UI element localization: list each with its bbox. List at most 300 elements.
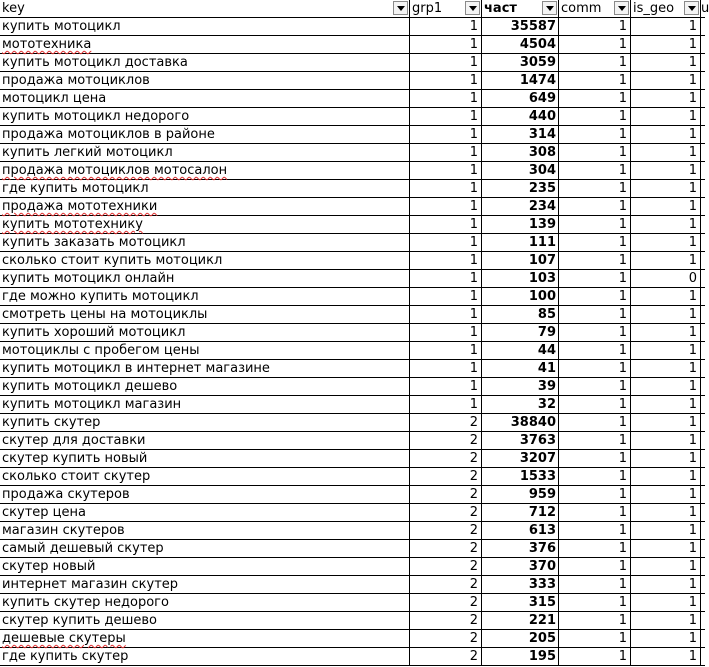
cell-grp1[interactable] xyxy=(410,360,482,377)
cell-u[interactable] xyxy=(701,252,705,269)
cell-grp1-value: 1 xyxy=(469,127,478,142)
cell-key[interactable] xyxy=(0,162,410,179)
cell-is-geo[interactable] xyxy=(631,378,701,395)
cell-grp1[interactable] xyxy=(410,180,482,197)
cell-key[interactable] xyxy=(0,144,410,161)
cell-u[interactable] xyxy=(701,36,705,53)
cell-comm[interactable] xyxy=(559,432,631,449)
cell-chast[interactable] xyxy=(482,396,559,413)
cell-key-value: купить мотоцикл дешево xyxy=(2,379,178,394)
cell-u[interactable] xyxy=(701,216,705,233)
cell-grp1[interactable] xyxy=(410,414,482,431)
cell-comm[interactable] xyxy=(559,576,631,593)
cell-u[interactable] xyxy=(701,594,705,611)
cell-u[interactable] xyxy=(701,54,705,71)
cell-is-geo-value: 1 xyxy=(688,631,697,646)
cell-u[interactable] xyxy=(701,558,705,575)
cell-key-value: смотреть цены на мотоциклы xyxy=(2,307,208,322)
cell-grp1-value: 2 xyxy=(469,415,478,430)
cell-key[interactable] xyxy=(0,594,410,611)
cell-grp1-value: 1 xyxy=(469,55,478,70)
cell-key-value: где купить скутер xyxy=(2,649,129,664)
cell-key[interactable] xyxy=(0,108,410,125)
cell-grp1[interactable] xyxy=(410,126,482,143)
cell-comm-value: 1 xyxy=(618,559,627,574)
cell-u[interactable] xyxy=(701,108,705,125)
cell-comm[interactable] xyxy=(559,36,631,53)
cell-grp1[interactable] xyxy=(410,108,482,125)
cell-is-geo[interactable] xyxy=(631,234,701,251)
cell-key[interactable] xyxy=(0,126,410,143)
cell-chast[interactable] xyxy=(482,108,559,125)
cell-chast-value: 314 xyxy=(528,127,556,142)
cell-comm[interactable] xyxy=(559,54,631,71)
cell-is-geo[interactable] xyxy=(631,324,701,341)
cell-key[interactable] xyxy=(0,360,410,377)
cell-is-geo-value: 1 xyxy=(688,487,697,502)
cell-comm[interactable] xyxy=(559,630,631,647)
cell-grp1[interactable] xyxy=(410,486,482,503)
filter-dropdown-icon[interactable] xyxy=(684,1,699,15)
cell-chast[interactable] xyxy=(482,198,559,215)
cell-is-geo[interactable] xyxy=(631,414,701,431)
cell-comm[interactable] xyxy=(559,18,631,35)
cell-grp1[interactable] xyxy=(410,540,482,557)
cell-comm[interactable] xyxy=(559,270,631,287)
cell-grp1[interactable] xyxy=(410,612,482,629)
cell-comm[interactable] xyxy=(559,108,631,125)
cell-chast-value: 370 xyxy=(528,559,556,574)
cell-is-geo[interactable] xyxy=(631,432,701,449)
cell-is-geo[interactable] xyxy=(631,216,701,233)
cell-is-geo[interactable] xyxy=(631,306,701,323)
cell-key-value: сколько стоит скутер xyxy=(2,469,151,484)
cell-grp1-value: 1 xyxy=(469,325,478,340)
table-row xyxy=(0,630,705,648)
cell-u[interactable] xyxy=(701,450,705,467)
filter-dropdown-icon[interactable] xyxy=(465,1,480,15)
cell-is-geo[interactable] xyxy=(631,396,701,413)
cell-key[interactable] xyxy=(0,90,410,107)
cell-key[interactable] xyxy=(0,180,410,197)
cell-is-geo[interactable] xyxy=(631,90,701,107)
cell-key-value: мотоциклы с пробегом цены xyxy=(2,343,200,358)
cell-chast-value: 234 xyxy=(528,199,556,214)
cell-grp1-value: 1 xyxy=(469,361,478,376)
cell-comm[interactable] xyxy=(559,504,631,521)
cell-grp1[interactable] xyxy=(410,432,482,449)
cell-is-geo[interactable] xyxy=(631,504,701,521)
cell-grp1[interactable] xyxy=(410,18,482,35)
cell-comm[interactable] xyxy=(559,198,631,215)
cell-comm[interactable] xyxy=(559,324,631,341)
cell-is-geo[interactable] xyxy=(631,576,701,593)
cell-chast[interactable] xyxy=(482,594,559,611)
cell-is-geo[interactable] xyxy=(631,630,701,647)
cell-chast[interactable] xyxy=(482,612,559,629)
cell-u[interactable] xyxy=(701,648,705,665)
cell-comm[interactable] xyxy=(559,144,631,161)
cell-u[interactable] xyxy=(701,144,705,161)
cell-key[interactable] xyxy=(0,54,410,71)
cell-comm-value: 1 xyxy=(618,145,627,160)
cell-is-geo[interactable] xyxy=(631,468,701,485)
cell-comm[interactable] xyxy=(559,558,631,575)
cell-chast[interactable] xyxy=(482,252,559,269)
cell-is-geo[interactable] xyxy=(631,108,701,125)
cell-chast[interactable] xyxy=(482,288,559,305)
cell-key-value: где можно купить мотоцикл xyxy=(2,289,199,304)
cell-comm[interactable] xyxy=(559,378,631,395)
cell-chast-value: 1474 xyxy=(519,73,556,88)
cell-comm[interactable] xyxy=(559,594,631,611)
table-row xyxy=(0,504,705,522)
cell-comm[interactable] xyxy=(559,306,631,323)
cell-chast[interactable] xyxy=(482,216,559,233)
cell-is-geo[interactable] xyxy=(631,288,701,305)
cell-u[interactable] xyxy=(701,324,705,341)
cell-is-geo[interactable] xyxy=(631,648,701,665)
cell-comm-value: 1 xyxy=(618,289,627,304)
cell-grp1[interactable] xyxy=(410,324,482,341)
filter-dropdown-icon[interactable] xyxy=(393,1,408,15)
cell-chast[interactable] xyxy=(482,648,559,665)
cell-chast[interactable] xyxy=(482,18,559,35)
cell-u[interactable] xyxy=(701,162,705,179)
cell-comm-value: 1 xyxy=(618,307,627,322)
cell-u[interactable] xyxy=(701,234,705,251)
table-row xyxy=(0,576,705,594)
cell-grp1[interactable] xyxy=(410,54,482,71)
cell-chast[interactable] xyxy=(482,504,559,521)
cell-is-geo[interactable] xyxy=(631,360,701,377)
table-row xyxy=(0,234,705,252)
cell-chast[interactable] xyxy=(482,576,559,593)
cell-comm[interactable] xyxy=(559,468,631,485)
cell-key[interactable] xyxy=(0,648,410,665)
cell-grp1[interactable] xyxy=(410,90,482,107)
filter-dropdown-icon[interactable] xyxy=(542,1,557,15)
cell-comm-value: 1 xyxy=(618,37,627,52)
cell-is-geo[interactable] xyxy=(631,558,701,575)
cell-key-value: интернет магазин скутер xyxy=(2,577,179,592)
cell-chast[interactable] xyxy=(482,522,559,539)
cell-grp1-value: 2 xyxy=(469,613,478,628)
cell-grp1[interactable] xyxy=(410,270,482,287)
cell-is-geo[interactable] xyxy=(631,162,701,179)
cell-comm[interactable] xyxy=(559,234,631,251)
cell-grp1-value: 2 xyxy=(469,631,478,646)
cell-key[interactable] xyxy=(0,504,410,521)
cell-grp1-value: 1 xyxy=(469,289,478,304)
cell-u[interactable] xyxy=(701,126,705,143)
cell-is-geo-value: 1 xyxy=(688,253,697,268)
cell-grp1[interactable] xyxy=(410,558,482,575)
cell-grp1[interactable] xyxy=(410,306,482,323)
cell-is-geo[interactable] xyxy=(631,252,701,269)
cell-grp1[interactable] xyxy=(410,198,482,215)
cell-grp1-value: 2 xyxy=(469,577,478,592)
cell-chast[interactable] xyxy=(482,558,559,575)
cell-comm[interactable] xyxy=(559,414,631,431)
cell-u[interactable] xyxy=(701,378,705,395)
cell-chast[interactable] xyxy=(482,414,559,431)
cell-comm-value: 1 xyxy=(618,577,627,592)
column-header-u[interactable] xyxy=(701,0,709,17)
filter-dropdown-icon[interactable] xyxy=(614,1,629,15)
cell-chast[interactable] xyxy=(482,126,559,143)
cell-grp1[interactable] xyxy=(410,216,482,233)
cell-key[interactable] xyxy=(0,486,410,503)
cell-u[interactable] xyxy=(701,180,705,197)
column-header-key[interactable] xyxy=(0,0,410,17)
cell-comm[interactable] xyxy=(559,360,631,377)
cell-key[interactable] xyxy=(0,216,410,233)
cell-grp1[interactable] xyxy=(410,36,482,53)
cell-is-geo[interactable] xyxy=(631,54,701,71)
cell-key[interactable] xyxy=(0,306,410,323)
cell-comm[interactable] xyxy=(559,90,631,107)
cell-key[interactable] xyxy=(0,414,410,431)
cell-u[interactable] xyxy=(701,18,705,35)
cell-comm[interactable] xyxy=(559,252,631,269)
cell-u[interactable] xyxy=(701,342,705,359)
table-row xyxy=(0,540,705,558)
cell-key[interactable] xyxy=(0,72,410,89)
column-header-chast-label: част xyxy=(484,1,517,16)
cell-u[interactable] xyxy=(701,612,705,629)
cell-grp1[interactable] xyxy=(410,594,482,611)
cell-grp1[interactable] xyxy=(410,396,482,413)
cell-comm-value: 1 xyxy=(618,541,627,556)
cell-comm[interactable] xyxy=(559,612,631,629)
cell-comm[interactable] xyxy=(559,342,631,359)
cell-chast[interactable] xyxy=(482,468,559,485)
cell-u[interactable] xyxy=(701,90,705,107)
column-header-comm[interactable] xyxy=(559,0,631,17)
cell-is-geo-value: 1 xyxy=(688,469,697,484)
cell-chast[interactable] xyxy=(482,450,559,467)
cell-u[interactable] xyxy=(701,198,705,215)
cell-comm[interactable] xyxy=(559,162,631,179)
cell-chast-value: 107 xyxy=(528,253,556,268)
cell-u[interactable] xyxy=(701,270,705,287)
cell-u[interactable] xyxy=(701,540,705,557)
cell-u[interactable] xyxy=(701,486,705,503)
cell-grp1-value: 1 xyxy=(469,235,478,250)
cell-chast[interactable] xyxy=(482,306,559,323)
cell-key[interactable] xyxy=(0,468,410,485)
cell-comm[interactable] xyxy=(559,72,631,89)
cell-u[interactable] xyxy=(701,414,705,431)
cell-grp1-value: 1 xyxy=(469,181,478,196)
cell-grp1[interactable] xyxy=(410,72,482,89)
cell-is-geo-value: 1 xyxy=(688,307,697,322)
cell-chast[interactable] xyxy=(482,360,559,377)
cell-chast-value: 649 xyxy=(528,91,556,106)
cell-comm-value: 1 xyxy=(618,325,627,340)
column-header-is-geo[interactable] xyxy=(631,0,701,17)
cell-grp1[interactable] xyxy=(410,144,482,161)
cell-is-geo-value: 1 xyxy=(688,541,697,556)
cell-is-geo[interactable] xyxy=(631,270,701,287)
cell-chast[interactable] xyxy=(482,234,559,251)
cell-is-geo-value: 1 xyxy=(688,433,697,448)
table-row xyxy=(0,288,705,306)
cell-comm[interactable] xyxy=(559,450,631,467)
cell-is-geo-value: 1 xyxy=(688,163,697,178)
table-row xyxy=(0,414,705,432)
cell-grp1[interactable] xyxy=(410,342,482,359)
cell-chast[interactable] xyxy=(482,180,559,197)
cell-is-geo[interactable] xyxy=(631,180,701,197)
cell-is-geo[interactable] xyxy=(631,342,701,359)
cell-chast[interactable] xyxy=(482,36,559,53)
cell-comm-value: 1 xyxy=(618,595,627,610)
cell-grp1[interactable] xyxy=(410,648,482,665)
cell-is-geo-value: 1 xyxy=(688,91,697,106)
cell-chast[interactable] xyxy=(482,342,559,359)
cell-is-geo[interactable] xyxy=(631,612,701,629)
cell-grp1[interactable] xyxy=(410,288,482,305)
cell-chast[interactable] xyxy=(482,630,559,647)
cell-is-geo-value: 1 xyxy=(688,325,697,340)
cell-chast[interactable] xyxy=(482,540,559,557)
cell-chast-value: 3207 xyxy=(519,451,556,466)
cell-grp1[interactable] xyxy=(410,162,482,179)
cell-chast-value: 440 xyxy=(528,109,556,124)
cell-grp1[interactable] xyxy=(410,504,482,521)
cell-is-geo[interactable] xyxy=(631,18,701,35)
cell-key[interactable] xyxy=(0,36,410,53)
cell-comm-value: 1 xyxy=(618,19,627,34)
cell-key[interactable] xyxy=(0,198,410,215)
cell-is-geo-value: 1 xyxy=(688,19,697,34)
cell-is-geo-value: 1 xyxy=(688,559,697,574)
cell-u[interactable] xyxy=(701,396,705,413)
cell-u[interactable] xyxy=(701,288,705,305)
cell-comm[interactable] xyxy=(559,396,631,413)
cell-chast[interactable] xyxy=(482,324,559,341)
cell-key[interactable] xyxy=(0,612,410,629)
cell-u[interactable] xyxy=(701,576,705,593)
cell-is-geo[interactable] xyxy=(631,450,701,467)
cell-grp1[interactable] xyxy=(410,450,482,467)
cell-grp1[interactable] xyxy=(410,252,482,269)
cell-key[interactable] xyxy=(0,252,410,269)
cell-chast-value: 1533 xyxy=(519,469,556,484)
cell-comm[interactable] xyxy=(559,486,631,503)
cell-grp1[interactable] xyxy=(410,378,482,395)
cell-key[interactable] xyxy=(0,558,410,575)
cell-key-value: скутер купить дешево xyxy=(2,613,158,628)
cell-comm[interactable] xyxy=(559,540,631,557)
table-row xyxy=(0,126,705,144)
cell-is-geo[interactable] xyxy=(631,126,701,143)
cell-key[interactable] xyxy=(0,432,410,449)
cell-grp1[interactable] xyxy=(410,576,482,593)
cell-chast[interactable] xyxy=(482,432,559,449)
cell-comm[interactable] xyxy=(559,180,631,197)
cell-key-value: мототехника xyxy=(2,37,92,52)
table-row xyxy=(0,324,705,342)
cell-comm[interactable] xyxy=(559,648,631,665)
table-row xyxy=(0,432,705,450)
cell-is-geo[interactable] xyxy=(631,594,701,611)
cell-comm[interactable] xyxy=(559,216,631,233)
cell-chast[interactable] xyxy=(482,54,559,71)
cell-key[interactable] xyxy=(0,324,410,341)
cell-u[interactable] xyxy=(701,360,705,377)
cell-key[interactable] xyxy=(0,234,410,251)
cell-key[interactable] xyxy=(0,18,410,35)
cell-key[interactable] xyxy=(0,342,410,359)
cell-key[interactable] xyxy=(0,576,410,593)
cell-grp1-value: 2 xyxy=(469,595,478,610)
cell-u[interactable] xyxy=(701,504,705,521)
column-header-chast[interactable] xyxy=(482,0,559,17)
cell-is-geo-value: 1 xyxy=(688,415,697,430)
cell-comm[interactable] xyxy=(559,126,631,143)
cell-is-geo[interactable] xyxy=(631,486,701,503)
table-row xyxy=(0,306,705,324)
cell-key[interactable] xyxy=(0,630,410,647)
cell-chast[interactable] xyxy=(482,162,559,179)
cell-u[interactable] xyxy=(701,306,705,323)
cell-grp1-value: 1 xyxy=(469,253,478,268)
cell-key[interactable] xyxy=(0,270,410,287)
cell-is-geo[interactable] xyxy=(631,72,701,89)
cell-is-geo[interactable] xyxy=(631,540,701,557)
table-row xyxy=(0,612,705,630)
cell-grp1[interactable] xyxy=(410,468,482,485)
cell-chast[interactable] xyxy=(482,144,559,161)
cell-comm[interactable] xyxy=(559,288,631,305)
column-header-grp1[interactable] xyxy=(410,0,482,17)
cell-chast[interactable] xyxy=(482,378,559,395)
cell-grp1[interactable] xyxy=(410,234,482,251)
cell-u[interactable] xyxy=(701,72,705,89)
cell-grp1[interactable] xyxy=(410,522,482,539)
cell-u[interactable] xyxy=(701,432,705,449)
cell-key[interactable] xyxy=(0,540,410,557)
cell-key[interactable] xyxy=(0,288,410,305)
cell-grp1[interactable] xyxy=(410,630,482,647)
cell-chast-value: 235 xyxy=(528,181,556,196)
cell-chast-value: 333 xyxy=(528,577,556,592)
cell-grp1-value: 1 xyxy=(469,19,478,34)
cell-chast[interactable] xyxy=(482,72,559,89)
cell-chast[interactable] xyxy=(482,486,559,503)
cell-u[interactable] xyxy=(701,468,705,485)
cell-u[interactable] xyxy=(701,522,705,539)
cell-is-geo[interactable] xyxy=(631,198,701,215)
cell-grp1-value: 1 xyxy=(469,73,478,88)
cell-key[interactable] xyxy=(0,396,410,413)
cell-is-geo[interactable] xyxy=(631,144,701,161)
cell-is-geo[interactable] xyxy=(631,36,701,53)
cell-u[interactable] xyxy=(701,630,705,647)
cell-key[interactable] xyxy=(0,450,410,467)
cell-comm[interactable] xyxy=(559,522,631,539)
cell-key[interactable] xyxy=(0,522,410,539)
cell-chast[interactable] xyxy=(482,270,559,287)
cell-is-geo-value: 1 xyxy=(688,595,697,610)
cell-chast-value: 44 xyxy=(537,343,556,358)
cell-key[interactable] xyxy=(0,378,410,395)
cell-chast[interactable] xyxy=(482,90,559,107)
cell-is-geo[interactable] xyxy=(631,522,701,539)
